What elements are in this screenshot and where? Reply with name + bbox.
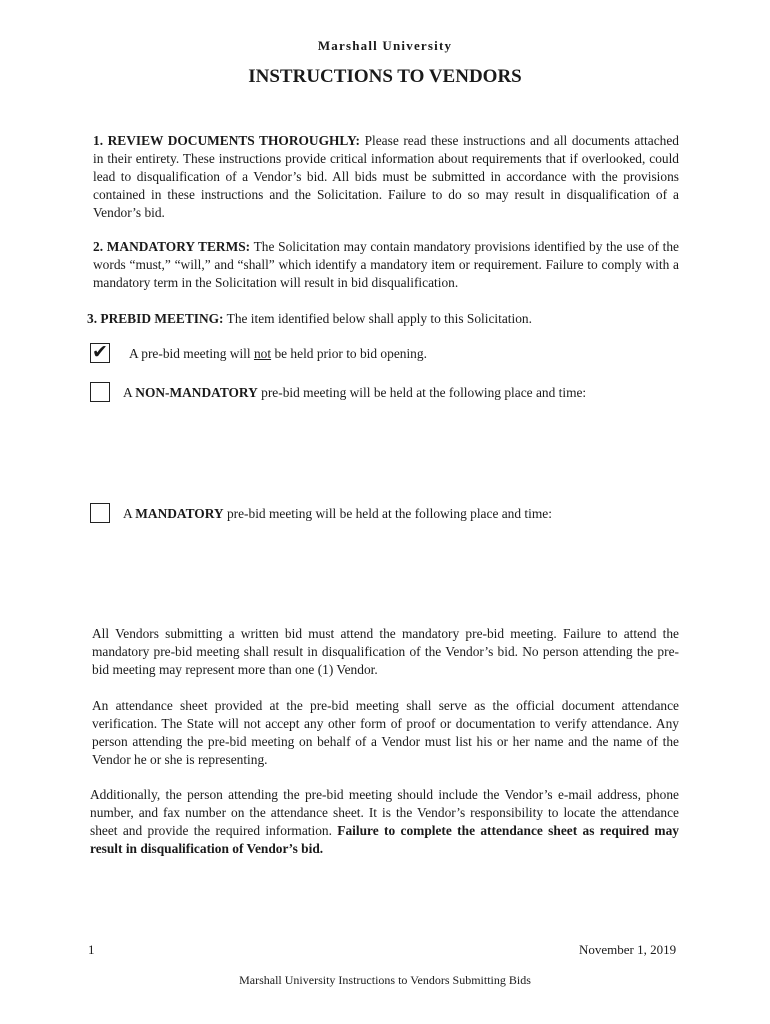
option-text: pre-bid meeting will be held at the following place and time: — [257, 385, 587, 400]
section-body: The item identified below shall apply to this Solicitation. — [223, 311, 532, 326]
paragraph-bold-text: Failure to complete the attendance sheet as required may result in disqualification of Vendor’s bid. — [90, 823, 679, 856]
section-review-documents — [93, 132, 679, 222]
option-underlined-text: not — [253, 346, 272, 361]
institution-header: Marshall University — [317, 38, 453, 53]
option-bold-text: MANDATORY — [135, 506, 224, 521]
option-text: be held prior to bid opening. — [271, 346, 427, 361]
mandatory-meeting-checkbox[interactable] — [90, 503, 110, 523]
footer-document-title: Marshall University Instructions to Vendors Submitting Bids — [239, 973, 531, 987]
section-body: The Solicitation may contain mandatory provisions identified by the use of the words “must,” “will,” and “shall” which identify a mandatory item or requirement. Failure to comply with a mandatory term in the Solicitation will result in bid disqualification. — [93, 239, 679, 290]
attendance-requirement-paragraph: All Vendors submitting a written bid must attend the mandatory pre-bid meeting. Failure to attend the mandatory pre-bid meeting shall result in disqualification of the Vendor’s bid. No person attending the pre-bid meeting may represent more than one (1) Vendor. — [92, 626, 679, 677]
attendance-sheet-paragraph: An attendance sheet provided at the pre-bid meeting shall serve as the official document attendance verification. The State will not accept any other form of proof or documentation to verify attendance. Any person attending the pre-bid meeting on behalf of a Vendor must list his or her name and the name of the Vendor he or she is representing. — [92, 698, 679, 767]
footer-date: November 1, 2019 — [579, 942, 677, 957]
additional-info-paragraph — [90, 786, 679, 858]
section-body: Please read these instructions and all documents attached in their entirety. These instructions provide critical information about requirements that if overlooked, could lead to disqualification of a Vendor’s bid. All bids must be submitted in accordance with the provisions contained in these instructions and the Solicitation. Failure to do so may result in disqualification of a Vendor’s bid. — [93, 133, 680, 220]
non-mandatory-meeting-checkbox[interactable] — [90, 382, 110, 402]
option-text: A — [123, 506, 136, 521]
option-bold-text: NON-MANDATORY — [135, 385, 258, 400]
page-number: 1 — [88, 942, 95, 957]
option-text: A — [123, 385, 136, 400]
option-text: pre-bid meeting will be held at the following place and time: — [223, 506, 552, 521]
section-heading: 3. PREBID MEETING: — [87, 311, 224, 326]
option-text: A pre-bid meeting will — [129, 346, 254, 361]
section-heading: 1. REVIEW DOCUMENTS THOROUGHLY: — [93, 133, 361, 148]
page-title: INSTRUCTIONS TO VENDORS — [248, 66, 522, 87]
non-mandatory-meeting-label — [123, 384, 586, 402]
section-heading: 2. MANDATORY TERMS: — [93, 239, 251, 254]
no-meeting-label — [129, 345, 427, 363]
mandatory-meeting-label — [123, 505, 552, 523]
section-prebid-meeting — [87, 310, 687, 328]
section-mandatory-terms — [93, 238, 679, 292]
paragraph-text: Additionally, the person attending the pre-bid meeting should include the Vendor’s e-mail address, phone number, and fax number on the attendance sheet. It is the Vendor’s responsibility to locate the attendance sheet and provide the required information. — [90, 787, 679, 838]
no-meeting-checkbox[interactable] — [90, 343, 110, 363]
checkmark-icon: ✔ — [92, 342, 108, 363]
